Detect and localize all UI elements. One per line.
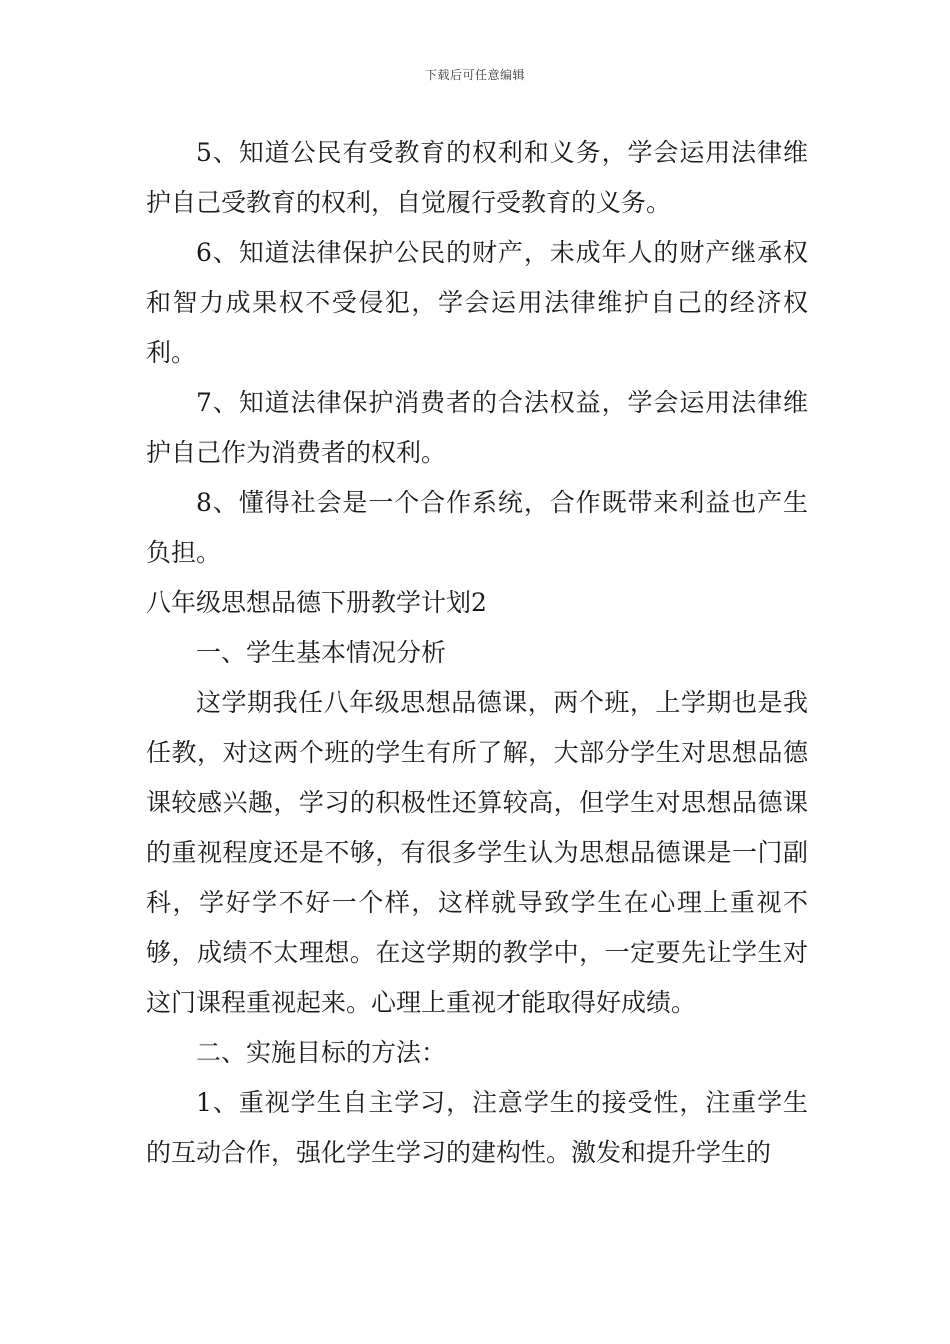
document-body [146,128,808,1178]
paragraph-item-6: 6、知道法律保护公民的财产，未成年人的财产继承权和智力成果权不受侵犯，学会运用法律维护自己的经济权利。 [146,238,808,367]
section-heading-2: 二、实施目标的方法： [196,1038,447,1067]
section-title: 八年级思想品德下册教学计划2 [146,588,487,617]
section-heading-1: 一、学生基本情况分析 [196,638,447,667]
paragraph-item-5: 5、知道公民有受教育的权利和义务，学会运用法律维护自己受教育的权利，自觉履行受教育的义务。 [146,138,808,217]
paragraph-method-1: 1、重视学生自主学习，注意学生的接受性，注重学生的互动合作，强化学生学习的建构性。激发和提升学生的 [146,1088,808,1167]
paragraph-analysis: 这学期我任八年级思想品德课，两个班，上学期也是我任教，对这两个班的学生有所了解，大部分学生对思想品德课较感兴趣，学习的积极性还算较高，但学生对思想品德课的重视程度还是不够，有很多学生认为思想品德课是一门副科，学好学不好一个样，这样就导致学生在心理上重视不够，成绩不太理想。在这学期的教学中，一定要先让学生对这门课程重视起来。心理上重视才能取得好成绩。 [146,688,808,1017]
paragraph-item-8: 8、懂得社会是一个合作系统，合作既带来利益也产生负担。 [146,488,808,567]
page-header: 下载后可任意编辑 [424,68,525,82]
paragraph-item-7: 7、知道法律保护消费者的合法权益，学会运用法律维护自己作为消费者的权利。 [146,388,808,467]
